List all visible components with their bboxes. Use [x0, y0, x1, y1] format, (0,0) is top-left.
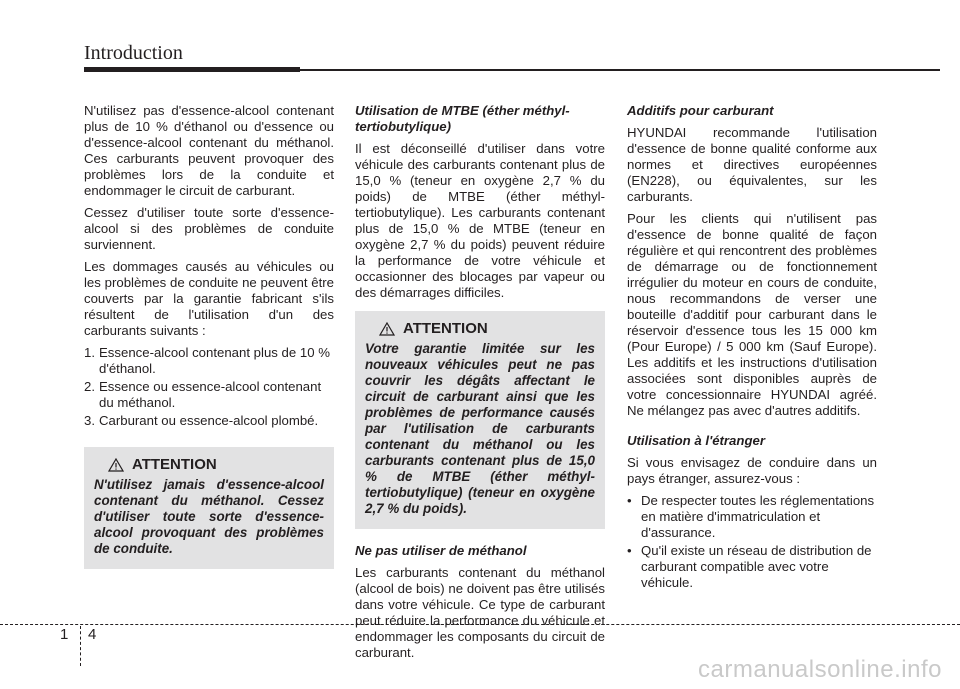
- warning-triangle-icon: [108, 458, 124, 472]
- paragraph: Cessez d'utiliser toute sorte d'essence-alcool si des problèmes de conduite surviennent.: [84, 205, 334, 252]
- chapter-number: 1: [60, 626, 69, 643]
- list-item: [84, 345, 334, 377]
- paragraph: Pour les clients qui n'utilisent pas d'essence de bonne qualité de façon régulière et qui rencontrent des problèmes de démarrage ou de fonctionnement irrégulier du moteur en cours de conduite, nous recommandons de verser une bouteille d'additif pour carburant dans le réservoir d'essence tous les 15 000 km (Pour Europe) / 5 000 km (Sauf Europe). Les additifs et les instructions d'utilisation associées sont disponibles auprès de votre concessionnaire HYUNDAI agréé. Ne mélangez pas avec d'autres additifs.: [627, 211, 877, 418]
- warning-triangle-icon: [379, 322, 395, 336]
- warning-title: ATTENTION: [132, 456, 217, 473]
- section-heading: Ne pas utiliser de méthanol: [355, 543, 527, 558]
- page-number-separator: [80, 626, 81, 666]
- warning-box: [355, 311, 605, 529]
- bullet-mark: •: [627, 493, 632, 508]
- warning-header: [365, 321, 595, 337]
- list-number: 1.: [84, 345, 95, 360]
- numbered-list: [84, 345, 334, 429]
- section-heading: Additifs pour carburant: [627, 103, 774, 118]
- warning-title: ATTENTION: [403, 320, 488, 337]
- paragraph: HYUNDAI recommande l'utilisation d'essence de bonne qualité conforme aux normes et directives européennes (EN228), ou équivalentes, sur les carburants.: [627, 125, 877, 204]
- list-item-text: De respecter toutes les réglementations en matière d'immatriculation et d'assurance.: [641, 493, 875, 540]
- paragraph: Les dommages causés au véhicules ou les problèmes de conduite ne peuvent être couverts par la garantie fabricant s'ils résultent de l'utilisation d'un des carburants suivants :: [84, 259, 334, 338]
- warning-box: [84, 447, 334, 569]
- list-item: [627, 493, 877, 541]
- column-2: [355, 103, 605, 667]
- paragraph: Si vous envisagez de conduire dans un pays étranger, assurez-vous :: [627, 455, 877, 486]
- list-item: [84, 413, 334, 429]
- list-item: [84, 379, 334, 411]
- page-number: 4: [88, 626, 97, 643]
- section-heading: Utilisation de MTBE (éther méthyl-tertiobutylique): [355, 103, 570, 134]
- section-heading: Utilisation à l'étranger: [627, 433, 765, 448]
- warning-text: N'utilisez jamais d'essence-alcool contenant du méthanol. Cessez d'utiliser toute sorte d'essence-alcool provoquant des problèmes de conduite.: [94, 477, 324, 556]
- page-header-title: Introduction: [84, 42, 183, 64]
- paragraph: N'utilisez pas d'essence-alcool contenant plus de 10 % d'éthanol ou d'essence ou d'essence-alcool contenant du méthanol. Ces carburants peuvent provoquer des problèmes lors de la conduite et endommager le circuit de carburant.: [84, 103, 334, 198]
- bullet-list: [627, 493, 877, 591]
- paragraph: Il est déconseillé d'utiliser dans votre véhicule des carburants contenant plus de 15,0 % (teneur en oxygène 2,7 % du poids) de MTBE (éther méthyl-tertiobutylique). Les carburants contenant plus de 15,0 % de MTBE (teneur en oxygène 2,7 % du poids) peuvent réduire la performance de votre véhicule et occasionner des blocages par vapeur ou des démarrages difficiles.: [355, 141, 605, 300]
- bullet-mark: •: [627, 543, 632, 558]
- footer-divider: [0, 624, 960, 625]
- paragraph: Les carburants contenant du méthanol (alcool de bois) ne doivent pas être utilisés dans votre véhicule. Ce type de carburant peut réduire la performance du véhicule et endommager les composants du circuit de carburant.: [355, 565, 605, 660]
- warning-text: Votre garantie limitée sur les nouveaux véhicules peut ne pas couvrir les dégâts affectant le circuit de carburant ainsi que les problèmes de performance causés par l'utilisation de carburants contenant du méthanol ou les carburants contenant plus de 15,0 % de MTBE (éther méthyl- tertiobutylique) (teneur en oxygène 2,7 % du poids).: [365, 341, 595, 516]
- column-3: [627, 103, 877, 597]
- list-item-text: Qu'il existe un réseau de distribution de carburant compatible avec votre véhicule.: [641, 543, 872, 590]
- list-item-text: Carburant ou essence-alcool plombé.: [99, 413, 319, 428]
- list-item: [627, 543, 877, 591]
- column-1: [84, 103, 334, 583]
- list-number: 3.: [84, 413, 95, 428]
- watermark: carmanualsonline.info: [698, 656, 942, 683]
- list-item-text: Essence-alcool contenant plus de 10 % d'éthanol.: [99, 345, 330, 376]
- header-rule-thick: [84, 67, 300, 72]
- warning-header: [94, 457, 324, 473]
- header-rule-thin: [300, 69, 940, 71]
- list-number: 2.: [84, 379, 95, 394]
- list-item-text: Essence ou essence-alcool contenant du méthanol.: [99, 379, 322, 410]
